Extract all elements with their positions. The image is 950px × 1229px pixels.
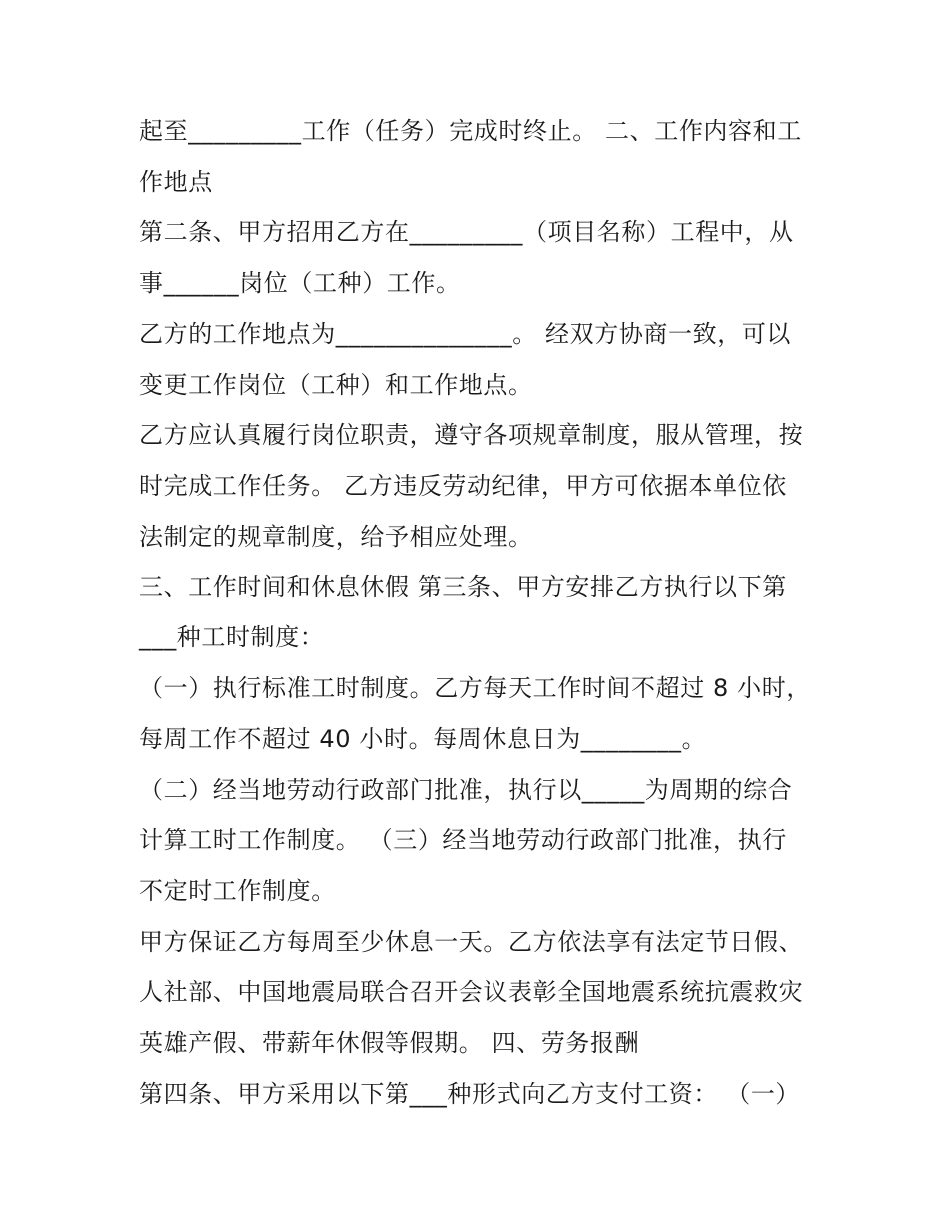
text-line: 英雄产假、带薪年休假等假期。 四、劳务报酬 (139, 1029, 640, 1057)
text-line: 第四条、甲方采用以下第___种形式向乙方支付工资： （一） (139, 1080, 801, 1108)
text-line: 法制定的规章制度，给予相应处理。 (139, 523, 533, 551)
text-line: 乙方应认真履行岗位职责，遵守各项规章制度，服从管理，按 (139, 421, 804, 449)
text-line: （一）执行标准工时制度。乙方每天工作时间不超过 8 小时， (139, 674, 811, 702)
text-line: 甲方保证乙方每周至少休息一天。乙方依法享有法定节日假、 (139, 928, 804, 956)
text-line: 三、工作时间和休息休假 第三条、甲方安排乙方执行以下第 (139, 573, 787, 601)
text-line: （二）经当地劳动行政部门批准，执行以_____为周期的综合 (139, 776, 793, 804)
text-line: 乙方的工作地点为______________。 经双方协商一致，可以 (139, 320, 792, 348)
text-line: 事______岗位（工种）工作。 (139, 269, 461, 297)
text-line: 时完成工作任务。 乙方违反劳动纪律，甲方可依据本单位依 (139, 472, 787, 500)
text-line: ___种工时制度： (139, 623, 325, 651)
text-line: 计算工时工作制度。 （三）经当地劳动行政部门批准，执行 (139, 826, 787, 854)
text-line: 人社部、中国地震局联合召开会议表彰全国地震系统抗震救灾 (139, 978, 804, 1006)
text-line: 第二条、甲方招用乙方在_________（项目名称）工程中，从 (139, 218, 794, 246)
text-line: 作地点 (139, 168, 213, 196)
text-line: 不定时工作制度。 (139, 877, 336, 905)
text-line: 变更工作岗位（工种）和工作地点。 (139, 371, 533, 399)
text-line: 每周工作不超过 40 小时。每周休息日为________。 (139, 725, 707, 753)
text-line: 起至_________工作（任务）完成时终止。 二、工作内容和工 (139, 117, 802, 145)
